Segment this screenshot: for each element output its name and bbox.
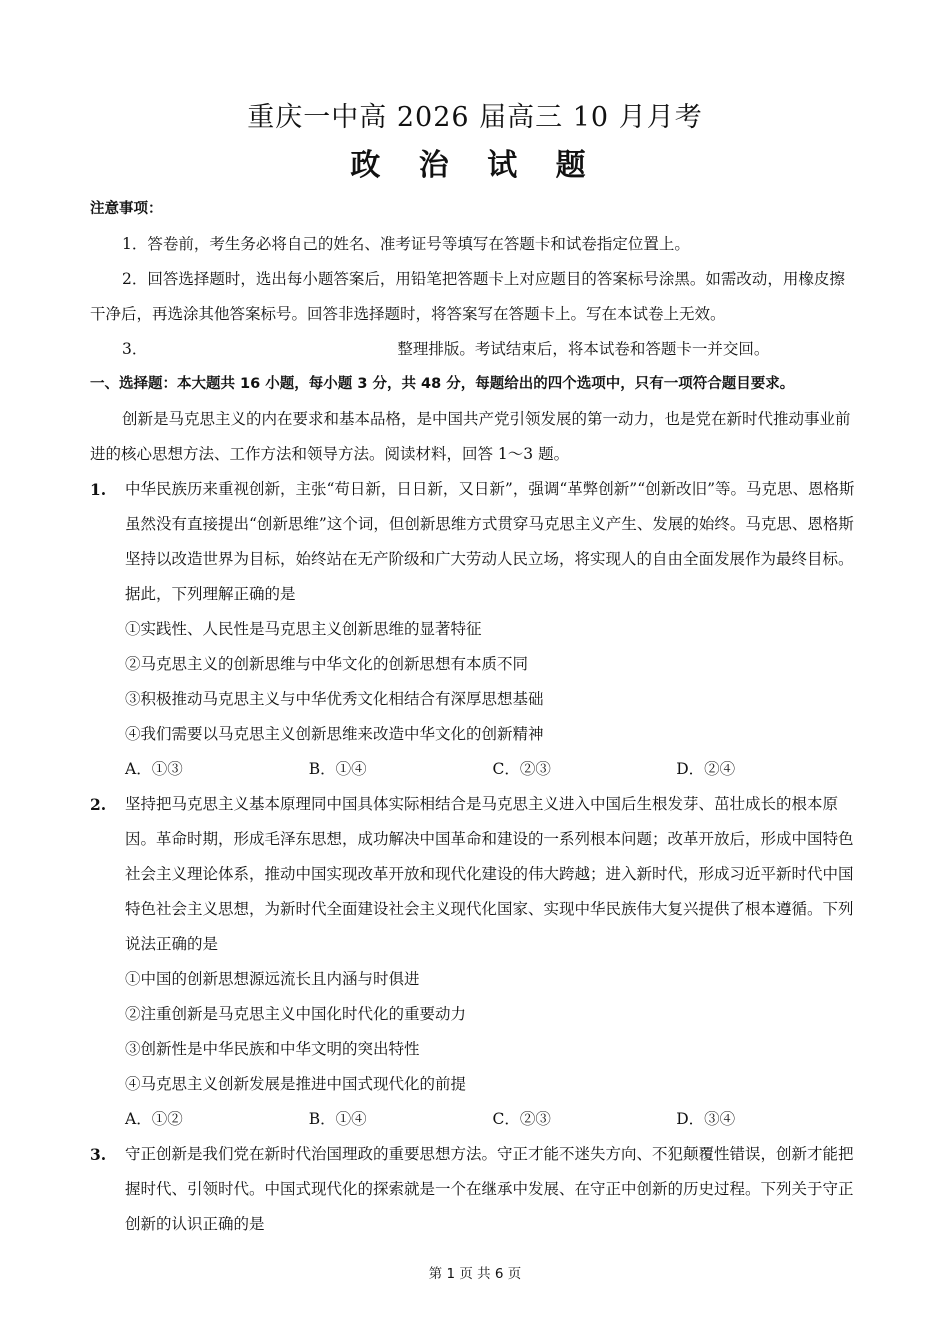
page-footer: 第 1 页 共 6 页: [428, 1266, 522, 1282]
section1-heading: 一、选择题：本大题共 16 小题，每小题 3 分，共 48 分，每题给出的四个选项中，只有一项符合题目要求。: [90, 376, 795, 392]
question-number: 1.: [90, 480, 107, 499]
question-stem: 坚持把马克思主义基本原理同中国具体实际相结合是马克思主义进入中国后生根发芽、茁壮成长的根本原因。革命时期，形成毛泽东思想，成功解决中国革命和建设的一系列根本问题；改革开放后，形成中国特色社会主义理论体系，推动中国实现改革开放和现代化建设的伟大跨越；进入新时代，形成习近平新时代中国特色社会主义思想，为新时代全面建设社会主义现代化国家、实现中华民族伟大复兴提供了根本遵循。下列说法正确的是: [125, 795, 854, 953]
statement-2: ②注重创新是马克思主义中国化时代化的重要动力: [125, 1005, 467, 1023]
statement-1: ①实践性、人民性是马克思主义创新思维的显著特征: [125, 620, 482, 638]
notice-item-3-number: 3．: [122, 340, 148, 358]
statement-1: ①中国的创新思想源远流长且内涵与时俱进: [125, 970, 420, 988]
answer-options: [125, 1102, 860, 1137]
notice-item-1: 1．答卷前，考生务必将自己的姓名、准考证号等填写在答题卡和试卷指定位置上。: [122, 235, 690, 253]
subject-title: 政 治 试 题: [350, 148, 600, 183]
notice-section: [90, 227, 860, 1242]
question-1: [90, 472, 860, 787]
option-d: D．②④: [676, 760, 736, 778]
statement-4: ④我们需要以马克思主义创新思维来改造中华文化的创新精神: [125, 725, 544, 743]
question-3: [90, 1137, 860, 1242]
option-a: A．①③: [125, 760, 183, 778]
answer-options: [125, 752, 860, 787]
option-d: D．③④: [676, 1110, 736, 1128]
question-number: 3.: [90, 1145, 107, 1164]
statement-3: ③积极推动马克思主义与中华优秀文化相结合有深厚思想基础: [125, 690, 544, 708]
notice-item-3-text: 整理排版。考试结束后，将本试卷和答题卡一并交回。: [397, 340, 770, 358]
statement-3: ③创新性是中华民族和中华文明的突出特性: [125, 1040, 420, 1058]
exam-title: 重庆一中高 2026 届高三 10 月月考: [247, 102, 703, 133]
question-stem: 中华民族历来重视创新，主张“苟日新，日日新，又日新”，强调“革弊创新”“创新改旧”等。马克思、恩格斯虽然没有直接提出“创新思维”这个词，但创新思维方式贯穿马克思主义产生、发展的始终。马克思、恩格斯坚持以改造世界为目标，始终站在无产阶级和广大劳动人民立场，将实现人的自由全面发展作为最终目标。据此，下列理解正确的是: [125, 480, 855, 603]
notice-item-2: 2．回答选择题时，选出每小题答案后，用铅笔把答题卡上对应题目的答案标号涂黑。如需改动，用橡皮擦干净后，再选涂其他答案标号。回答非选择题时，将答案写在答题卡上。写在本试卷上无效。: [90, 270, 845, 323]
question-2: [90, 787, 860, 1137]
question-stem: 守正创新是我们党在新时代治国理政的重要思想方法。守正才能不迷失方向、不犯颠覆性错误，创新才能把握时代、引领时代。中国式现代化的探索就是一个在继承中发展、在守正中创新的历史过程。下列关于守正创新的认识正确的是: [125, 1145, 854, 1233]
option-c: C．②③: [492, 760, 551, 778]
statement-4: ④马克思主义创新发展是推进中国式现代化的前提: [125, 1075, 467, 1093]
option-b: B．①④: [308, 1110, 367, 1128]
notice-item-3: [90, 332, 860, 367]
question-number: 2.: [90, 795, 107, 814]
option-b: B．①④: [308, 760, 367, 778]
option-c: C．②③: [492, 1110, 551, 1128]
option-a: A．①②: [125, 1110, 183, 1128]
statement-2: ②马克思主义的创新思维与中华文化的创新思想有本质不同: [125, 655, 529, 673]
section1-intro: 创新是马克思主义的内在要求和基本品格，是中国共产党引领发展的第一动力，也是党在新时代推动事业前进的核心思想方法、工作方法和领导方法。阅读材料，回答 1～3 题。: [90, 410, 851, 463]
notice-heading: 注意事项：: [90, 201, 163, 217]
